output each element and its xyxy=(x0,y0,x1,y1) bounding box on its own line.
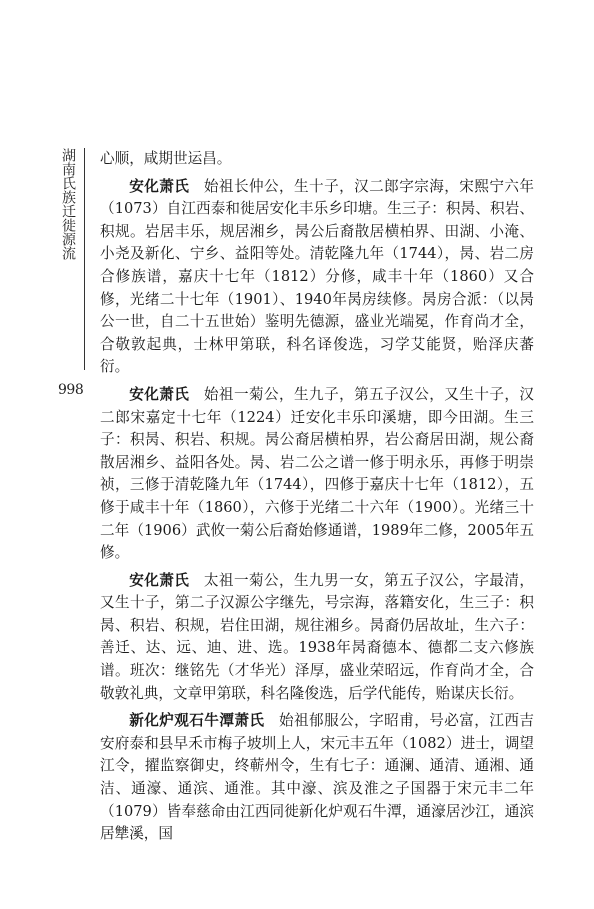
entry-text: 太祖一菊公，生九男一女，第五子汉公，字最清，又生十子，第二子汉源公字继先，号宗海，落籍安化，生三子：积昺、积岩、积规，岩住田湖，规往湘乡。昺裔仍居故址，生六子：善迁、达、远、迪、进、选。1938年昺裔德本、德都二支六修族谱。班次：继铭先（才华光）泽厚，盛业荣昭远，作育尚才全，合敬敦礼典，文章甲第联，科名隆俊选，后学代能传，贻谋庆长衍。 xyxy=(100,571,534,702)
entry-text: 始祖长仲公，生十子，汉二郎字宗海，宋熙宁六年（1073）自江西泰和徙居安化丰乐乡印塘。生三子：积昺、积岩、积规。岩居丰乐，规居湘乡，昺公后裔散居横柏界、田湖、小淹、小尧及新化、宁乡、益阳等处。清乾隆九年（1744），昺、岩二房合修族谱，嘉庆十七年（1812）分修，咸丰十年（1860）又合修，光绪二十七年（1901）、1940年昺房续修。昺房合派：（以昺公一世，自二十五世始）鉴明先德源，盛业光端冕，作育尚才全，合敬敦起典，士林甲第联，科名译俊选，习学艾能贤，贻泽庆蕃衍。 xyxy=(100,177,534,376)
entry-paragraph xyxy=(100,176,534,379)
entry-text: 始祖郁服公，字昭甫，号必富，江西吉安府泰和县早禾市梅子坡圳上人，宋元丰五年（1082）进士，调望江令，擢监察御史，终蕲州令，生有七子：通澜、通清、通湘、通洁、通濠、通滨、通淮。其中濠、滨及淮之子国器于宋元丰二年（1079）皆奉慈命由江西同徙新化炉观石牛潭，通濠居沙江，通滨居犨溪，国 xyxy=(100,712,534,843)
entry-paragraph xyxy=(100,710,534,846)
entry-text: 始祖一菊公，生九子，第五子汉公，又生十子，汉二郎宋嘉定十七年（1224）迁安化丰乐印溪塘，即今田湖。生三子：积昺、积岩、积规。昺公裔居横柏界，岩公裔居田湖，规公裔散居湘乡、益阳各处。昺、岩二公之谱一修于明永乐，再修于明崇祯，三修于清乾隆九年（1744），四修于嘉庆十七年（1812），五修于咸丰十年（1860），六修于光绪二十六年（1900）。光绪三十二年（1906）武攸一菊公后裔始修通谱，1989年二修，2005年五修。 xyxy=(100,385,534,562)
entry-title: 安化萧氏 xyxy=(129,571,190,589)
page-number: 998 xyxy=(58,382,84,398)
running-book-title: 湖南氏族迁徙源流 xyxy=(60,148,76,260)
margin-divider xyxy=(84,148,85,370)
entry-paragraph xyxy=(100,384,534,565)
entry-paragraph xyxy=(100,570,534,706)
entry-title: 安化萧氏 xyxy=(129,177,190,195)
entry-title: 新化炉观石牛潭萧氏 xyxy=(129,712,265,730)
page-body xyxy=(100,148,534,846)
entry-title: 安化萧氏 xyxy=(129,385,190,403)
continued-paragraph: 心顺，咸期世运昌。 xyxy=(100,150,232,167)
